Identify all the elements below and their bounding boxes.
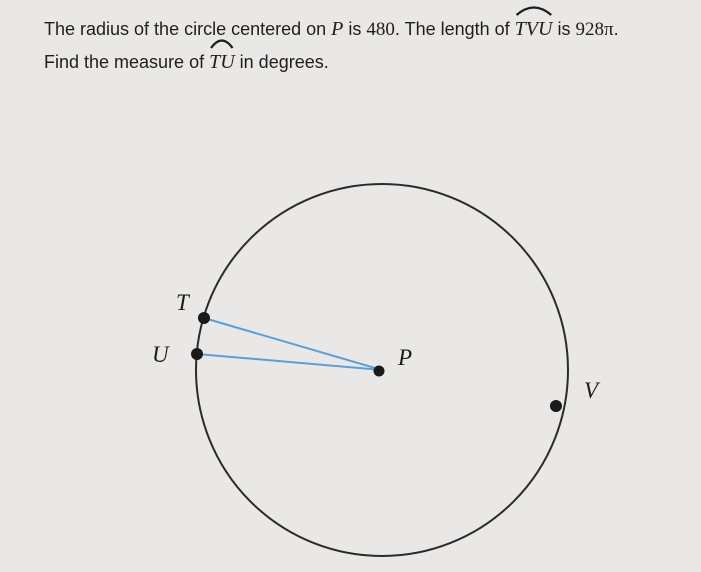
point-u bbox=[191, 348, 203, 360]
point-p bbox=[374, 366, 385, 377]
problem-text-d: is bbox=[552, 19, 576, 39]
problem-text-b: is bbox=[343, 19, 367, 39]
problem-text-e: . bbox=[613, 19, 619, 39]
arc-length-value: 928π bbox=[575, 19, 614, 40]
point-v bbox=[550, 400, 562, 412]
problem-text-a: The radius of the circle centered on bbox=[44, 19, 332, 39]
point-t bbox=[198, 312, 210, 324]
problem-text-c: . The length of bbox=[394, 19, 515, 39]
minor-arc-label: TU bbox=[209, 51, 235, 73]
major-arc-label: TVU bbox=[514, 18, 553, 40]
label-u: U bbox=[152, 342, 169, 367]
label-v: V bbox=[584, 378, 599, 403]
label-p: P bbox=[398, 345, 413, 370]
center-variable: P bbox=[331, 18, 344, 40]
question-text-a: Find the measure of bbox=[44, 52, 210, 72]
question-text-b: in degrees. bbox=[234, 52, 329, 72]
radius-value: 480 bbox=[366, 19, 395, 40]
label-t: T bbox=[176, 290, 189, 315]
